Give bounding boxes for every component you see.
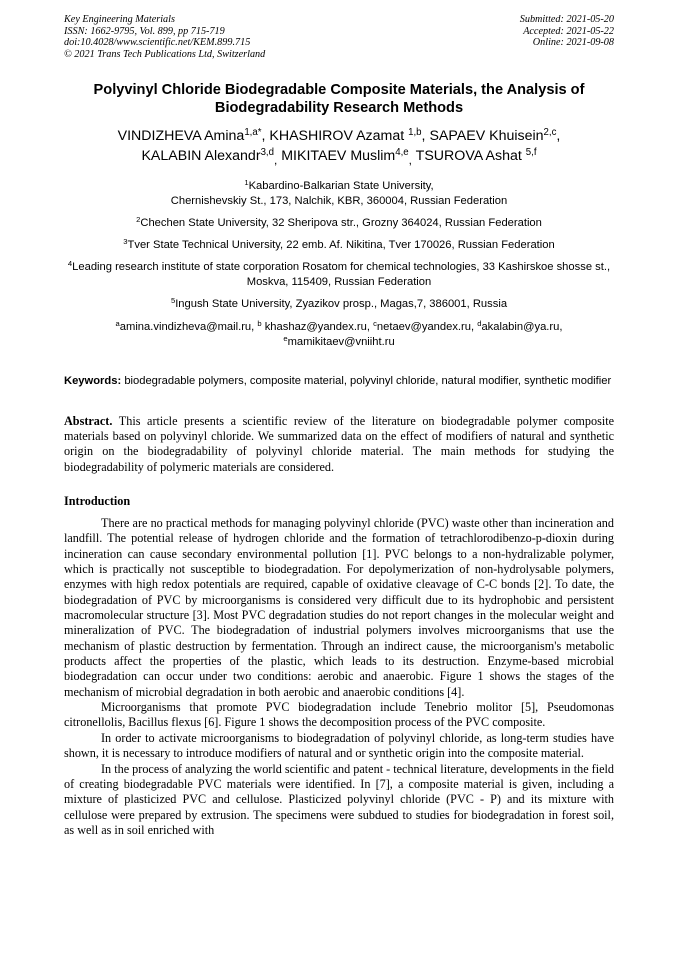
accepted-date: Accepted: 2021-05-22 bbox=[523, 25, 614, 37]
paragraph: In the process of analyzing the world scientific and patent - technical literature, developments in the field of creating biodegradable PVC materials were identified. In [7], a composite material is given, including a mixture of plasticized PVC and cellulose. Plasticized polyvinyl chloride (PVC - P) and its mixture with cellulose were prepared by extrusion. The specimens were subdued to studies for biodegradation in forest soil, as well as in soil enriched with bbox=[64, 761, 614, 837]
submitted-date: Submitted: 2021-05-20 bbox=[519, 14, 614, 25]
author: KALABIN Alexandr$^{3,d}$ bbox=[141, 147, 274, 164]
journal-doi[interactable]: doi:10.4028/www.scientific.net/KEM.899.715 bbox=[64, 37, 251, 48]
journal-name: Key Engineering Materials bbox=[64, 14, 175, 25]
affiliation-1: $^1$Kabardino-Balkarian State University, Chernishevskiy St., 173, Nalchik, KBR, 360004, Russian Federation bbox=[170, 178, 508, 207]
publication-dates bbox=[520, 14, 614, 60]
keywords-label: Keywords: bbox=[64, 374, 122, 387]
author: KHASHIROV Azamat $^{1,b}$ bbox=[269, 127, 422, 144]
email-link[interactable]: mamikitaev@vniiht.ru bbox=[287, 335, 395, 348]
paper-title: Polyvinyl Chloride Biodegradable Composite Materials, the Analysis of Biodegradability Research Methods bbox=[93, 82, 585, 116]
journal-copyright: © 2021 Trans Tech Publications Ltd, Switzerland bbox=[64, 48, 266, 60]
online-date: Online: 2021-09-08 bbox=[532, 37, 614, 48]
author-list: VINDIZHEVA Amina$^{1,a*}$, KHASHIROV Azamat $^{1,b}$, SAPAEV Khuisein$^{2,c}$, KALABIN Alexandr$^{3,d}_,$ MIKITAEV Muslim$^{4,e}_,$ TSUROVA Ashat $^{5,f}$ bbox=[117, 127, 561, 167]
journal-header bbox=[64, 14, 614, 60]
paragraph: Microorganisms that promote PVC biodegradation include Tenebrio molitor [5], Pseudomonas citronellolis, Bacillus flexus [6]. Figure 1 shows the decomposition process of the PVC composite. bbox=[64, 700, 614, 730]
journal-issn: ISSN: 1662-9795, Vol. 899, pp 715-719 bbox=[64, 25, 225, 37]
author: TSUROVA Ashat $^{5,f}$ bbox=[415, 147, 537, 164]
paragraph: In order to activate microorganisms to biodegradation of polyvinyl chloride, as long-term studies have shown, it is necessary to introduce modifiers of natural and or synthetic origin into the composite material. bbox=[64, 730, 614, 761]
paper-page bbox=[64, 14, 614, 838]
keywords bbox=[64, 374, 614, 389]
email-link[interactable]: amina.vindizheva@mail.ru, bbox=[119, 320, 258, 333]
author-emails: $^a$amina.vindizheva@mail.ru, $^b$ khashaz@yandex.ru, $^c$netaev@yandex.ru, $^d$akalabin@ya.ru, $^e$mamikitaev@vniiht.ru bbox=[115, 319, 563, 348]
affiliation-4: $^4$Leading research institute of state corporation Rosatom for chemical technologies, 33 Kashirskoe shosse st., Moskva, 115409, Russian Federation bbox=[67, 259, 611, 288]
email-link[interactable]: akalabin@ya.ru, bbox=[481, 320, 563, 333]
affiliation-2: $^2$Chechen State University, 32 Sheripova str., Grozny 364024, Russian Federation bbox=[136, 215, 542, 229]
section-heading-introduction: Introduction bbox=[64, 494, 131, 509]
affiliation-5: $^5$Ingush State University, Zyazikov prosp., Magas,7, 386001, Russia bbox=[170, 296, 508, 310]
email-link[interactable]: netaev@yandex.ru, bbox=[376, 320, 478, 333]
abstract-label: Abstract. bbox=[64, 413, 113, 428]
abstract bbox=[64, 414, 614, 475]
keywords-text: biodegradable polymers, composite material, polyvinyl chloride, natural modifier, synthetic modifier bbox=[124, 374, 612, 387]
affiliation-3: $^3$Tver State Technical University, 22 emb. Af. Nikitina, Tver 170026, Russian Federation bbox=[123, 237, 555, 251]
email-link[interactable]: khashaz@yandex.ru, bbox=[261, 320, 374, 333]
paragraph: There are no practical methods for managing polyvinyl chloride (PVC) waste other than incineration and landfill. The potential release of hydrogen chloride and the formation of tetrachlorodibenzo-p-dioxin during incineration can cause secondary environmental pollution [1]. PVC belongs to a non-hydralizable polymer, which is practically not susceptible to biodegradation. For depolymerization of non-hydrolysable polymers, enzymes with high redox potentials are required, capable of oxidative cleavage of C-C bonds [2]. To date, the biodegradation of PVC by microorganisms is considered very difficult due to its hydrophobic and persistent macromolecular structure [3]. Most PVC degradation studies do not report changes in the molecular weight and mineralization of PVC. The biodegradation of industrial polymers involves microorganisms that use the mechanism of plastic destruction by fermentation. Through an indirect cause, the microorganism's metabolic products affect the properties of the plastic, which leads to its destruction. Enzyme-based microbial biodegradation can occur under two conditions: aerobic and anaerobic. Figure 1 shows the stages of the mechanism of microbial degradation in both aerobic and anaerobic conditions [4]. bbox=[64, 516, 614, 699]
journal-info bbox=[64, 14, 265, 60]
author: MIKITAEV Muslim$^{4,e}$ bbox=[281, 147, 409, 164]
abstract-text: This article presents a scientific review of the literature on biodegradable polymer composite materials based on polyvinyl chloride. We summarized data on the effect of modifiers of natural and synthetic origin on the biodegradability of polyvinyl chloride material. The main methods for studying the biodegradability of polymeric materials are considered. bbox=[64, 413, 614, 474]
author: VINDIZHEVA Amina$^{1,a*}$ bbox=[117, 127, 262, 144]
author: SAPAEV Khuisein$^{2,c}$ bbox=[429, 127, 557, 144]
